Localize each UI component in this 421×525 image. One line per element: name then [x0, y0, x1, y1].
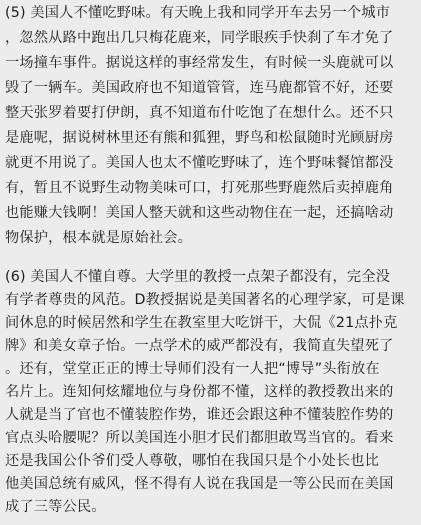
paragraph-line: 整天张罗着要打伊朗，真不知道布什吃饱了在想什么。还不只	[5, 105, 394, 121]
paragraph-line: 名片上。连知何炫耀地位与身份都不懂，这样的教授教出来的	[5, 384, 394, 400]
paragraph-line: ，忽然从路中跑出几只梅花鹿来，同学眼疾手快刹了车才免了	[5, 30, 394, 46]
paragraph-line: 就更不用说了。美国人也太不懂吃野味了，连个野味餐馆都没	[5, 155, 394, 171]
paragraph-line: 一场撞车事件。据说这样的事经常发生，有时候一头鹿就可以	[5, 55, 394, 71]
paragraph-line: 牌》和美女章子怡。一点学术的威严都没有，我简直失望死了	[5, 338, 394, 354]
paragraph-line: 有学者尊贵的风范。D教授据说是美国著名的心理学家，可是课	[5, 292, 405, 308]
paragraph-line: 人就是当了官也不懂装腔作势，谁还会跟这种不懂装腔作势的	[5, 407, 394, 423]
paragraph-line: 也能赚大钱啊！美国人整天就和这些动物住在一起，还搞啥动	[5, 205, 394, 221]
paragraph-line: 成了三等公民。	[5, 499, 106, 515]
paragraph-line: (6) 美国人不懂自尊。大学里的教授一点架子都没有，完全没	[5, 269, 391, 285]
paragraph-line: (5) 美国人不懂吃野味。有天晚上我和同学开车去另一个城市	[5, 5, 391, 21]
paragraph-line: 有，暂且不说野生动物美味可口，打死那些野鹿然后卖掉鹿角	[5, 180, 394, 196]
paragraph-line: 毁了一辆车。美国政府也不知道管管，连马鹿都管不好，还要	[5, 80, 394, 96]
paragraph-line: 官点头哈腰呢？所以美国连小胆才民们都胆敢骂当官的。看来	[5, 430, 394, 446]
paragraph-line: 物保护，根本就是原始社会。	[5, 230, 193, 246]
paragraph-line: 。还有，堂堂正正的博士导师们没有一人把“博导”头衔放在	[5, 361, 380, 377]
paragraph-line: 是鹿呢，据说树林里还有熊和狐狸，野鸟和松鼠随时光顾厨房	[5, 130, 394, 146]
paragraph-line: 还是我国公仆爷们受人尊敬，哪怕在我国只是个小处长也比	[5, 453, 380, 469]
paragraph-line: 他美国总统有威风，怪不得有人说在我国是一等公民而在美国	[5, 476, 394, 492]
paragraph-line: 间休息的时候居然和学生在教室里大吃饼干，大侃《21点扑克	[5, 315, 398, 331]
